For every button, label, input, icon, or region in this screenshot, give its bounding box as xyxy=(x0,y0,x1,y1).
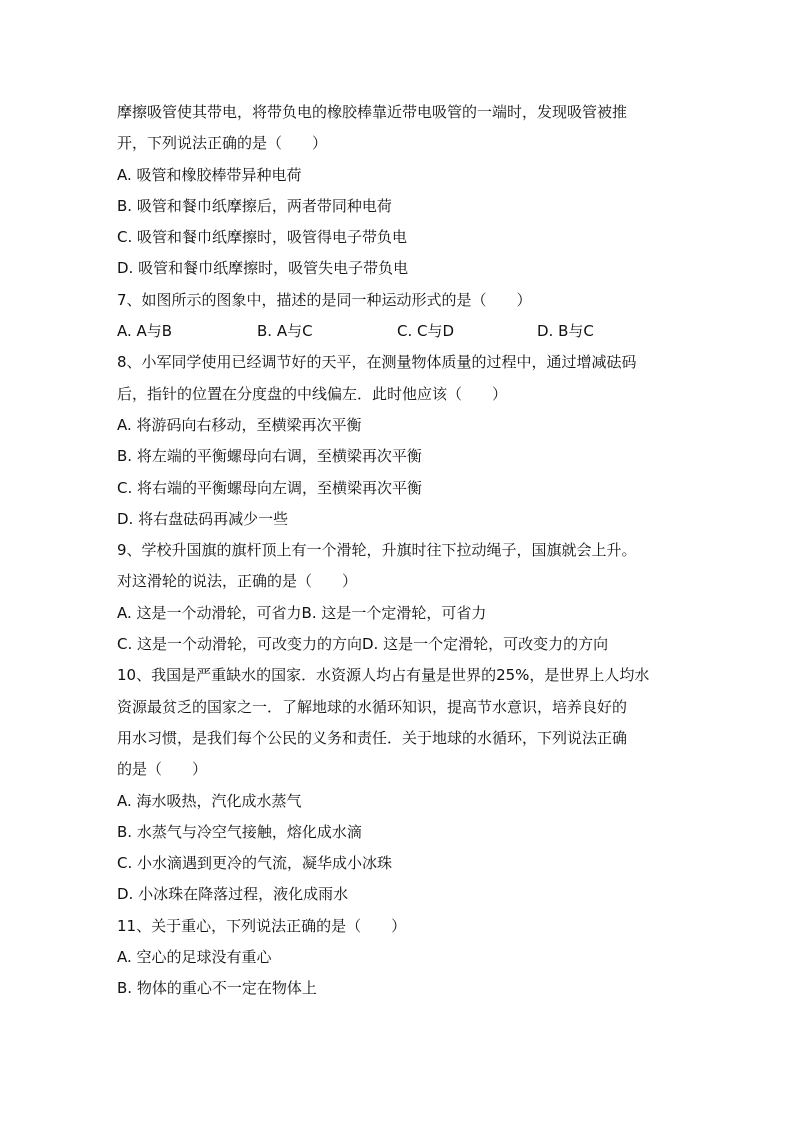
q10-stem-line-3: 用水习惯，是我们每个公民的义务和责任．关于地球的水循环，下列说法正确 xyxy=(117,728,628,747)
q7-option-c: C. C与D xyxy=(397,322,455,341)
q6-option-b: B. 吸管和餐巾纸摩擦后，两者带同种电荷 xyxy=(117,196,392,215)
q11-option-b: B. 物体的重心不一定在物体上 xyxy=(117,979,317,998)
question-content xyxy=(117,97,687,1005)
q9-options-ab: A. 这是一个动滑轮，可省力B. 这是一个定滑轮，可省力 xyxy=(117,603,487,622)
q6-option-d: D. 吸管和餐巾纸摩擦时，吸管失电子带负电 xyxy=(117,259,409,278)
q7-option-b: B. A与C xyxy=(257,322,313,341)
q10-option-a: A. 海水吸热，汽化成水蒸气 xyxy=(117,791,302,810)
q8-option-a: A. 将游码向右移动，至横梁再次平衡 xyxy=(117,415,362,434)
q8-option-c: C. 将右端的平衡螺母向左调，至横梁再次平衡 xyxy=(117,478,423,497)
q7-option-d: D. B与C xyxy=(537,322,594,341)
q8-stem-line-1: 8、小军同学使用已经调节好的天平，在测量物体质量的过程中，通过增减砝码 xyxy=(117,353,637,372)
q10-stem-line-1: 10、我国是严重缺水的国家．水资源人均占有量是世界的25%，是世界上人均水 xyxy=(117,666,650,685)
q8-option-b: B. 将左端的平衡螺母向右调，至横梁再次平衡 xyxy=(117,447,422,466)
q10-option-b: B. 水蒸气与冷空气接触，熔化成水滴 xyxy=(117,822,362,841)
q8-option-d: D. 将右盘砝码再减少一些 xyxy=(117,509,289,528)
q6-stem-line-2: 开，下列说法正确的是（ ） xyxy=(117,134,328,153)
q6-option-a: A. 吸管和橡胶棒带异种电荷 xyxy=(117,165,302,184)
q9-stem-line-1: 9、学校升国旗的旗杆顶上有一个滑轮，升旗时往下拉动绳子，国旗就会上升。 xyxy=(117,541,637,560)
q6-stem-line-1: 摩擦吸管使其带电，将带负电的橡胶棒靠近带电吸管的一端时，发现吸管被推 xyxy=(117,103,628,121)
q6-option-c: C. 吸管和餐巾纸摩擦时，吸管得电子带负电 xyxy=(117,228,408,247)
q10-option-c: C. 小水滴遇到更冷的气流，凝华成小冰珠 xyxy=(117,854,393,873)
q7-option-a: A. A与B xyxy=(117,322,173,341)
q11-stem: 11、关于重心，下列说法正确的是（ ） xyxy=(117,916,407,935)
q7-stem: 7、如图所示的图象中，描述的是同一种运动形式的是（ ） xyxy=(117,290,532,309)
q9-options-cd: C. 这是一个动滑轮，可改变力的方向D. 这是一个定滑轮，可改变力的方向 xyxy=(117,635,609,654)
q8-stem-line-2: 后，指针的位置在分度盘的中线偏左．此时他应该（ ） xyxy=(117,384,508,403)
q10-stem-line-2: 资源最贫乏的国家之一．了解地球的水循环知识，提高节水意识，培养良好的 xyxy=(117,697,628,716)
q10-stem-line-4: 的是（ ） xyxy=(117,760,208,779)
q9-stem-line-2: 对这滑轮的说法，正确的是（ ） xyxy=(117,572,358,591)
q10-option-d: D. 小冰珠在降落过程，液化成雨水 xyxy=(117,885,349,904)
q7-options-row xyxy=(117,316,687,347)
q11-option-a: A. 空心的足球没有重心 xyxy=(117,948,272,967)
